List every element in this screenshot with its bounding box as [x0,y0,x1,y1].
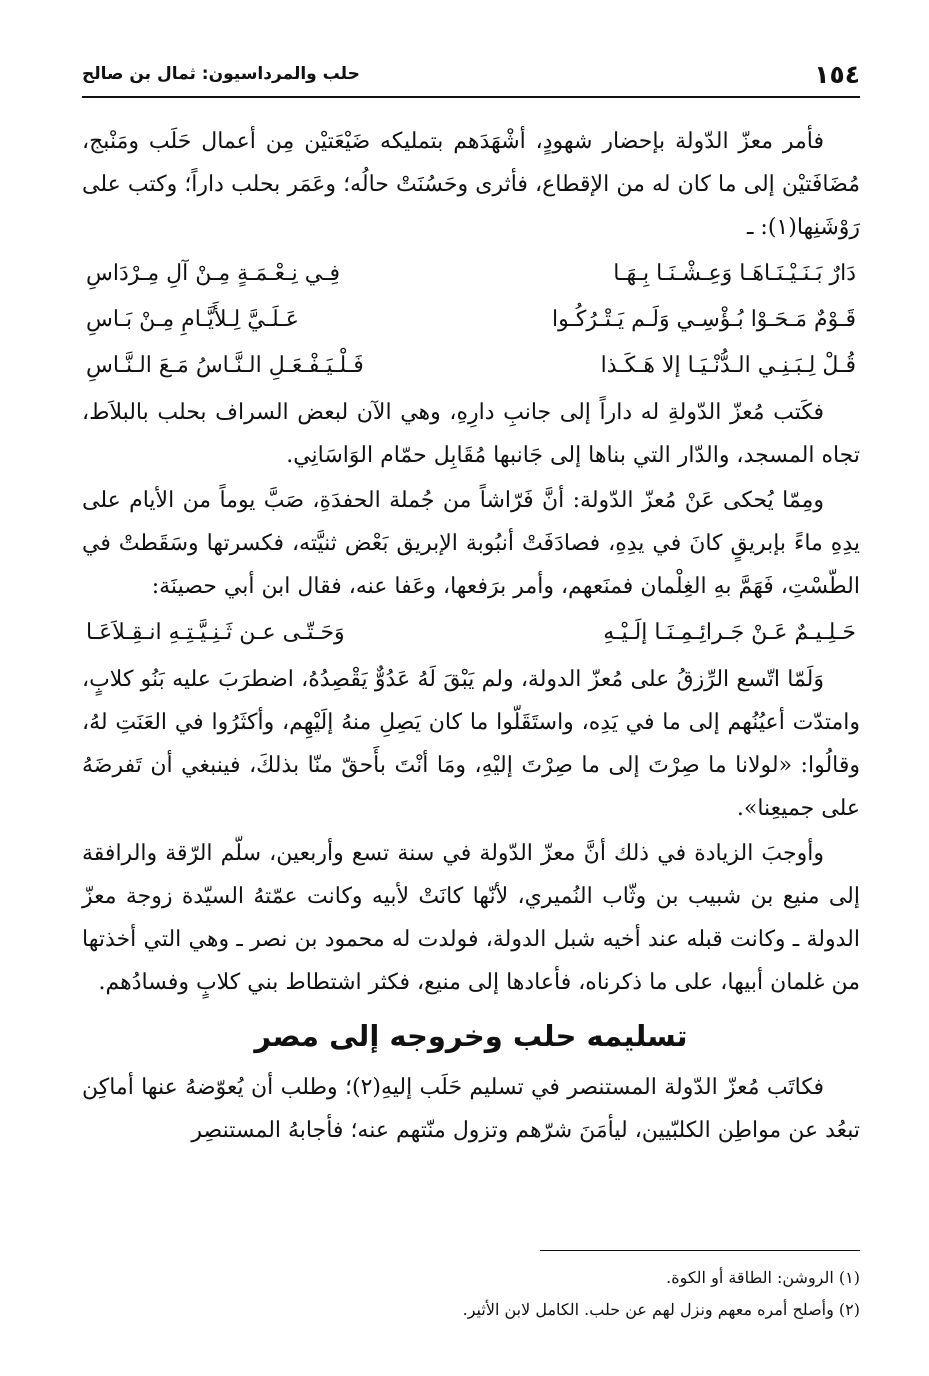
verse-second-hemistich: فِـي نِـعْـمَـةٍ مِـنْ آلِ مِـرْدَاسِ [86,261,341,286]
verse-second-hemistich: وَحَـتّـى عـن ثَـنِـيَّـتِـهِ انـقِـلاَعَـا [86,620,345,645]
paragraph: فكَتب مُعزّ الدّولةِ له داراً إلى جانبِ دارِهِ، وهي الآن لبعض السراف بحلب بالبلاَط، تجاه المسجد، والدّار التي بناها إلى جَانبها مُقَابِل حمّام الوَاسَانِي. [82,400,860,468]
book-page [82,52,860,1352]
paragraph: وَلَمّا اتّسع الرِّزقُ على مُعزّ الدولة، ولم يَبْقَ لَهُ عَدُوٌّ يَقْصِدُهُ، اضطرَبَ عليه بَنُو كلابٍ، وامتدّت أعيُنُهم إلى ما في يَدِه، واستَقَلّوا ما كان يَصِلِ منهُ إلَيْهِم، وأكثَرُوا في العَنَتِ لهُ، وقالُوا: «لولانا ما صِرْتَ إلى ما صِرْتَ إليْهِ، ومَا أنْتَ بأَحقّ منّا بذلكَ، فينبغي أن تَفرضَهُ على جميعِنا». [82,667,860,821]
footnote: (٢) وأصلح أمره معهم ونزل لهم عن حلب. الكامل لابن الأثير. [462,1300,860,1319]
paragraph: فكاتَب مُعزّ الدّولة المستنصر في تسليم حَلَب إليهِ(٢)؛ وطلب أن يُعوّضهُ عنها أماكِن تبعُد عن مواطِن الكلبّيين، ليأمَنَ شرّهم وتزول منّتهم عنه؛ فأجابهُ المستنصِر [82,1075,860,1143]
verse-first-hemistich: حَـلِـيـمٌ عَـنْ جَـرائِـمِـنَـا إلَـيْـهِ [603,620,856,645]
page-number: ١٥٤ [814,59,860,89]
verse-line [82,297,860,343]
verse-first-hemistich: قُـلْ لِـبَـنِـي الـدُّنْـيَـا إلا هَـكَـذا [600,353,856,378]
verse-second-hemistich: عَـلَـيَّ لِـلأَيَّـامِ مِـنْ بَـاسِ [86,307,299,332]
verse-second-hemistich: فَـلْـيَـفْـعَـلِ الـنَّـاسُ مَـعَ الـنَّـاسِ [86,353,364,378]
main-text [82,120,860,1152]
paragraph: ومِمّا يُحكى عَنْ مُعزّ الدّولة: أنَّ فَرّاشاً من جُملة الحفدَةِ، صَبَّ يوماً من الأيام على يدِهِ ماءً بإبريقٍ كانَ في يدِهِ، فصادَفَتْ أنبُوبة الإبريق بَعْض ثنيَّته، فكسرتها وسَقَطتْ في الطّسْتِ، فَهَمَّ بهِ الغِلْمان فمنَعهم، وأمر برَفعها، وعَفا عنه، فقال ابن أبي حصينَة: [82,488,860,599]
verse-line [82,251,860,297]
poem-block-1 [82,251,860,389]
page-header [82,52,860,98]
footnote-separator [540,1250,860,1251]
section-heading: تسليمه حلب وخروجه إلى مصر [254,1019,688,1053]
verse-line [82,343,860,389]
footnotes [82,1262,860,1326]
verse-first-hemistich: قَـوْمٌ مَـحَـوْا بُـؤْسِـي وَلَـم يَـتْـرُكُـوا [551,307,856,332]
footnote: (١) الروشن: الطاقة أو الكوة. [666,1268,860,1287]
poem-block-2 [82,610,860,656]
verse-line [82,610,860,656]
running-title: حلب والمرداسيون: ثمال بن صالح [82,64,360,84]
paragraph: وأوجبَ الزيادة في ذلك أنَّ معزّ الدّولة في سنة تسع وأربعين، سلّم الرّقة والرافقة إلى منيع بن شبيب بن وثّاب النُميري، لأنّها كانَتْ لأبيه وكانت عمّتهُ السيّدة زوجة معزّ الدولة ـ وكانت قبله عند أخيه شبل الدولة، فولدت له محمود بن نصر ـ وهي التي أخذتها من غلمان أبيها، على ما ذكرناه، فأعادها إلى منيع، فكثر اشتطاط بني كلابٍ وفسادُهم. [82,841,860,995]
verse-first-hemistich: دَارٌ بَـنَـيْـنَـاهَـا وَعِـشْـنَـا بِـهَـا [613,261,856,286]
paragraph: فأمر معزّ الدّولة بإحضار شهودٍ، أشْهَدَهم بتمليكه ضَيْعَتيْن مِن أعمال حَلَب ومَنْبج، مُضَافَتيْن إلى ما كان له من الإقطاع، فأثرى وحَسُنَتْ حالُه؛ وعَمَر بحلب داراً؛ وكتب على رَوْشَنِها(١): ـ [82,129,860,240]
